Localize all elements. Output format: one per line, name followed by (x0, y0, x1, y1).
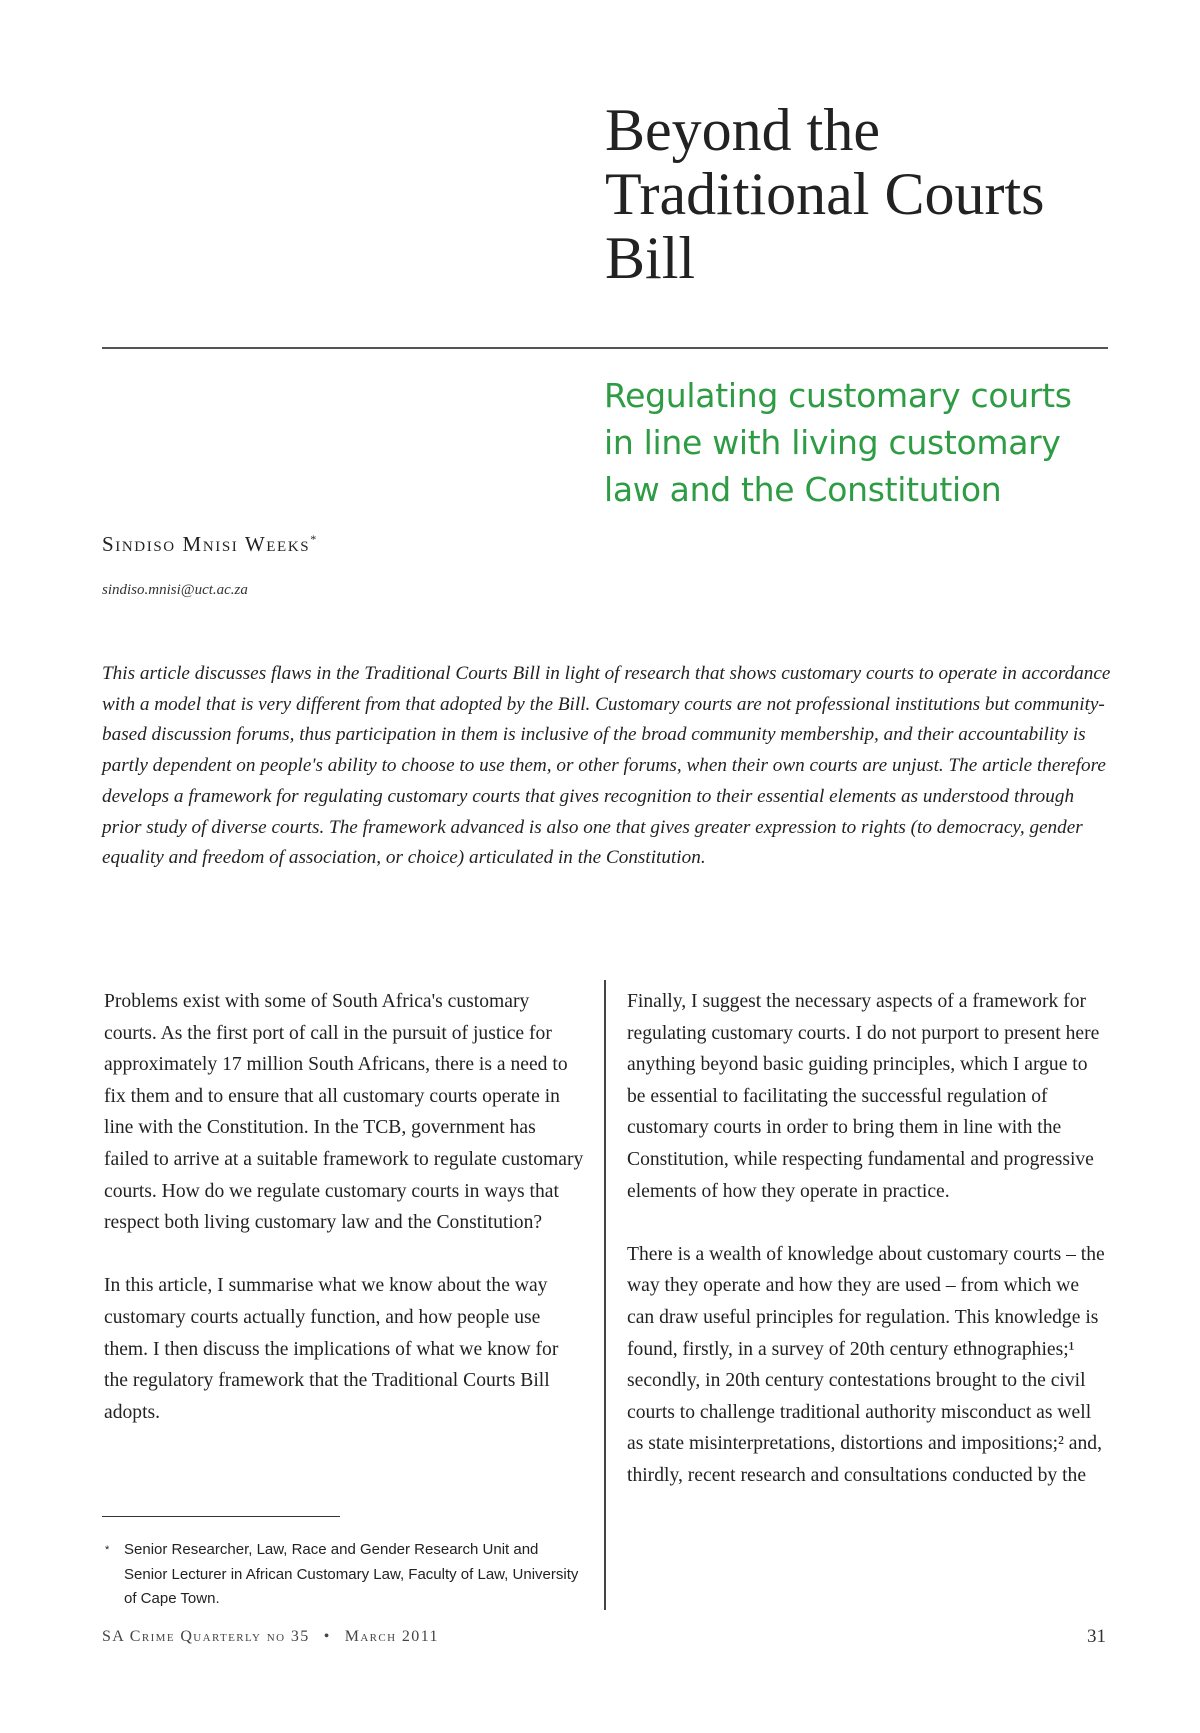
body-paragraph: In this article, I summarise what we know about the way customary courts actually function, and how people use them. I then discuss the implications of what we know for the regulatory framework that the Traditional Courts Bill adopts. (104, 1275, 559, 1423)
title-line: Traditional Courts (605, 161, 1045, 227)
journal-name: SA Crime Quarterly no 35 (102, 1628, 310, 1645)
title-divider (102, 347, 1108, 349)
body-paragraph: Finally, I suggest the necessary aspects of a framework for regulating customary courts. I do not purport to present here anything beyond basic guiding principles, which I argue to be essential to facilitating the successful regulation of customary courts in order to bring them in line with the Constitution, while respecting fundamental and progressive elements of how they operate in practice. (627, 991, 1100, 1202)
page-footer (102, 1628, 1108, 1646)
body-paragraph: There is a wealth of knowledge about customary courts – the way they operate and how they are used – from which we can draw useful principles for regulation. This knowledge is found, firstly, in a survey of 20th century ethnographies;¹ secondly, in 20th century contestations brought to the civil courts to challenge traditional authority misconduct as well as state misinterpretations, distortions and impositions;² and, thirdly, recent research and consultations conducted by the (627, 1243, 1105, 1486)
subtitle-line: law and the Constitution (604, 470, 1002, 509)
article-title (605, 98, 1165, 290)
abstract: This article discusses flaws in the Traditional Courts Bill in light of research that shows customary courts to operate in accordance with a model that is very different from that adopted by the Bill. Customary courts are not professional institutions but community-based discussion forums, thus participation in them is inclusive of the broad community membership, and their accountability is partly dependent on people's ability to choose to use them, or other forums, when their own courts are unjust. The article therefore develops a framework for regulating customary courts that gives recognition to their essential elements as understood through prior study of diverse courts. The framework advanced is also one that gives greater expression to rights (to democracy, gender equality and freedom of association, or choice) articulated in the Constitution. (102, 663, 1111, 869)
page-number: 31 (1087, 1626, 1106, 1647)
author-name (102, 532, 318, 557)
subtitle-line: Regulating customary courts (604, 376, 1072, 415)
author-text: Sindiso Mnisi Weeks (102, 532, 311, 556)
column-divider (604, 980, 606, 1610)
footer-bullet: • (323, 1628, 331, 1645)
footnote-text: Senior Researcher, Law, Race and Gender Research Unit and Senior Lecturer in African Customary Law, Faculty of Law, University of Cape Town. (124, 1541, 579, 1607)
title-line: Beyond the (605, 97, 880, 163)
footnote-divider (102, 1516, 340, 1517)
author-email[interactable]: sindiso.mnisi@uct.ac.za (102, 582, 248, 598)
title-line: Bill (605, 225, 696, 291)
article-subtitle (604, 372, 1124, 513)
left-column (104, 986, 584, 1460)
issue-date: March 2011 (344, 1628, 439, 1645)
subtitle-line: in line with living customary (604, 423, 1061, 462)
author-footnote-mark: * (310, 532, 318, 546)
body-paragraph: Problems exist with some of South Africa's customary courts. As the first port of call in the pursuit of justice for approximately 17 million South Africans, there is a need to fix them and to ensure that all customary courts operate in line with the Constitution. In the TCB, government has failed to arrive at a suitable framework to regulate customary courts. How do we regulate customary courts in ways that respect both living customary law and the Constitution? (104, 991, 584, 1234)
right-column (627, 986, 1109, 1523)
footnote-mark: * (105, 1544, 110, 1556)
footnote (102, 1538, 582, 1612)
